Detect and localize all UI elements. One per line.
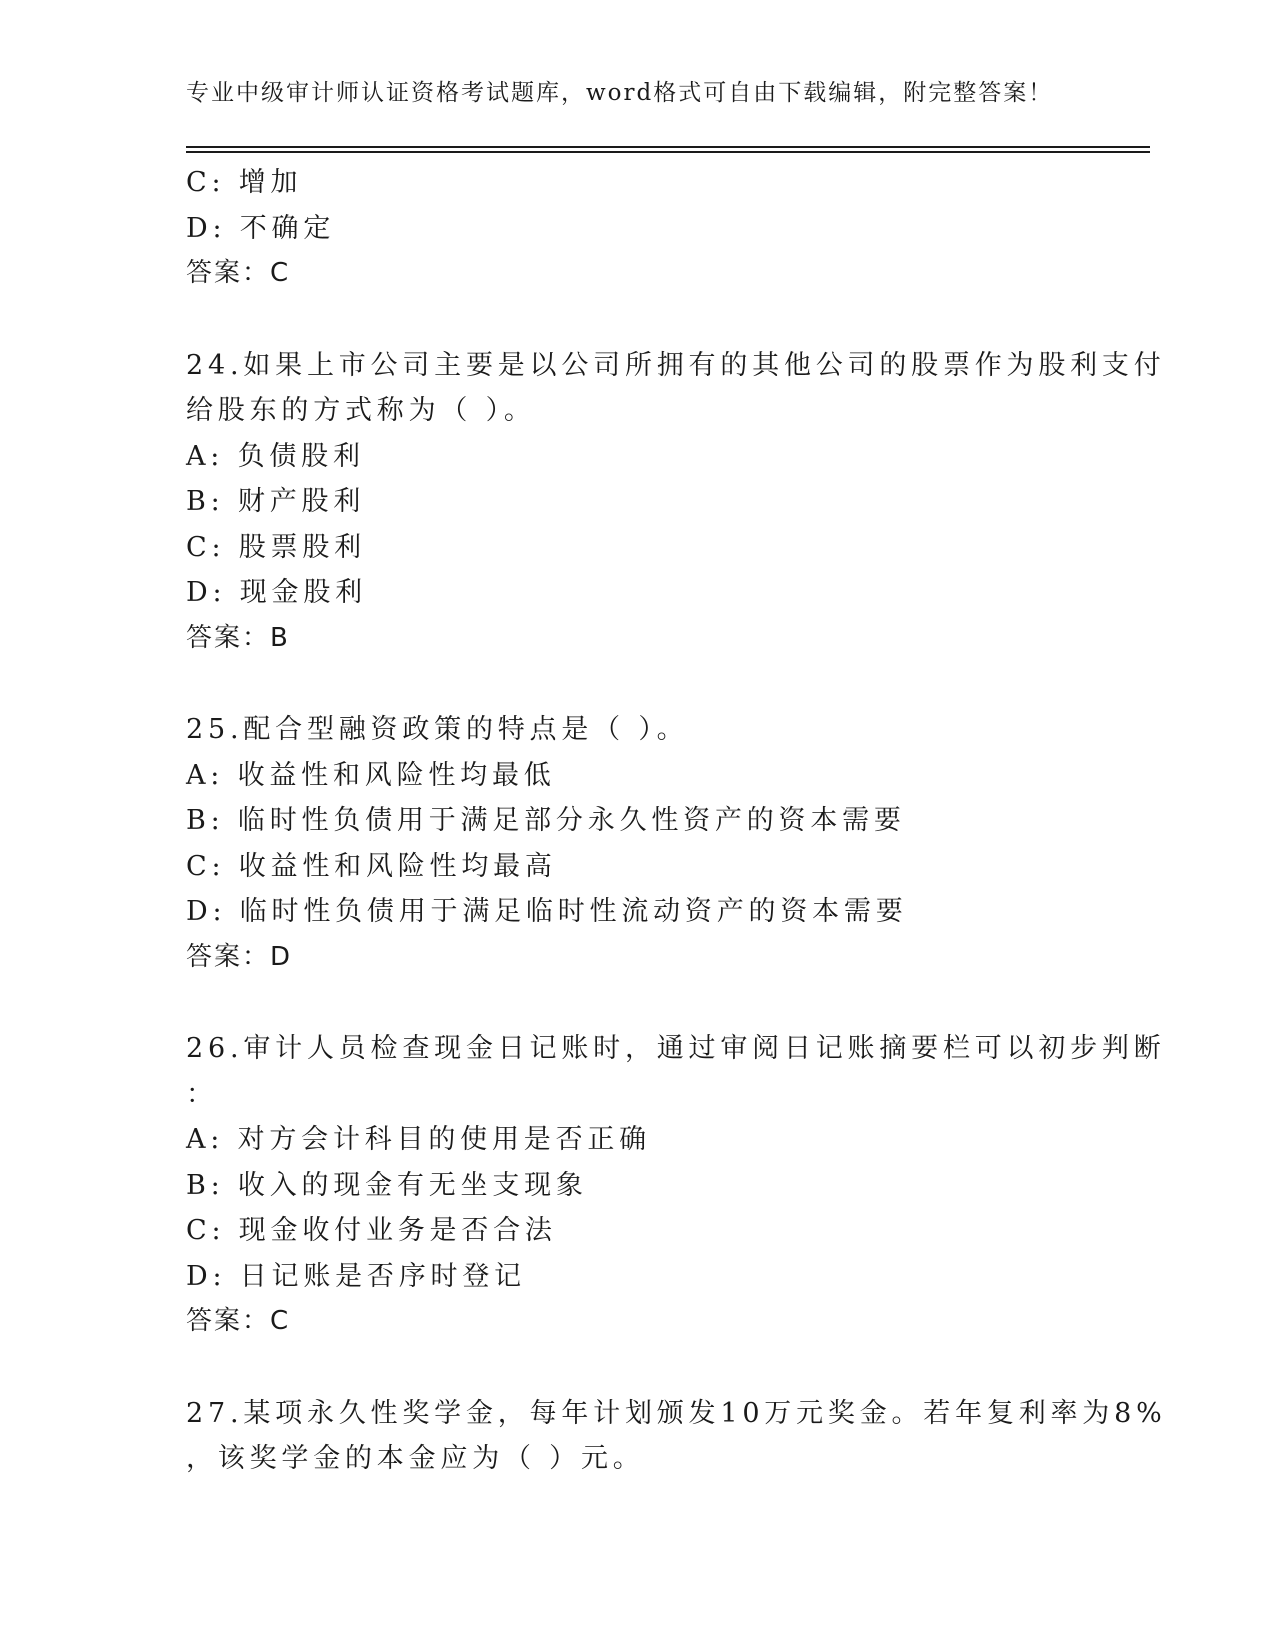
- option-a: A: 负债股利: [186, 440, 365, 472]
- answer: 答案：D: [186, 941, 293, 972]
- question-stem: 24.如果上市公司主要是以公司所拥有的其他公司的股票作为股利支付: [186, 349, 1166, 381]
- question-24: [186, 343, 1166, 662]
- question-27: [186, 1391, 1167, 1482]
- header-rule-bottom: [186, 151, 1150, 153]
- option-b: B: 临时性负债用于满足部分永久性资产的资本需要: [186, 805, 906, 836]
- prev-question-tail: [186, 160, 1086, 297]
- question-stem: 给股东的方式称为（ ）。: [186, 395, 536, 426]
- option-d: D: 不确定: [186, 212, 336, 244]
- answer: 答案：B: [186, 622, 290, 653]
- option-c: C: 增加: [186, 167, 303, 198]
- option-c: C: 股票股利: [186, 531, 366, 563]
- question-25: [186, 707, 1086, 980]
- answer: 答案：C: [186, 1306, 291, 1336]
- page-header: 专业中级审计师认证资格考试题库，word格式可自由下载编辑，附完整答案！: [186, 80, 1054, 106]
- page-content: [186, 160, 1167, 1482]
- option-d: D: 临时性负债用于满足临时性流动资产的资本需要: [186, 896, 908, 927]
- option-d: D: 现金股利: [186, 577, 367, 608]
- header-rule-top: [186, 146, 1150, 148]
- option-a: A: 收益性和风险性均最低: [186, 759, 556, 791]
- option-c: C: 收益性和风险性均最高: [186, 850, 557, 882]
- answer: 答案：C: [186, 258, 291, 288]
- option-c: C: 现金收付业务是否合法: [186, 1215, 557, 1246]
- question-26: [186, 1026, 1166, 1345]
- option-b: B: 财产股利: [186, 486, 366, 517]
- question-stem: ，该奖学金的本金应为（ ）元。: [186, 1443, 645, 1474]
- question-stem: 25.配合型融资政策的特点是（ ）。: [186, 714, 689, 745]
- question-stem: 26.审计人员检查现金日记账时，通过审阅日记账摘要栏可以初步判断: [186, 1033, 1166, 1064]
- option-a: A: 对方会计科目的使用是否正确: [186, 1124, 651, 1155]
- option-b: B: 收入的现金有无坐支现象: [186, 1169, 588, 1201]
- question-stem: 27.某项永久性奖学金，每年计划颁发10万元奖金。若年复利率为8%: [186, 1397, 1167, 1429]
- option-d: D: 日记账是否序时登记: [186, 1260, 526, 1292]
- question-stem: ：: [186, 1078, 218, 1110]
